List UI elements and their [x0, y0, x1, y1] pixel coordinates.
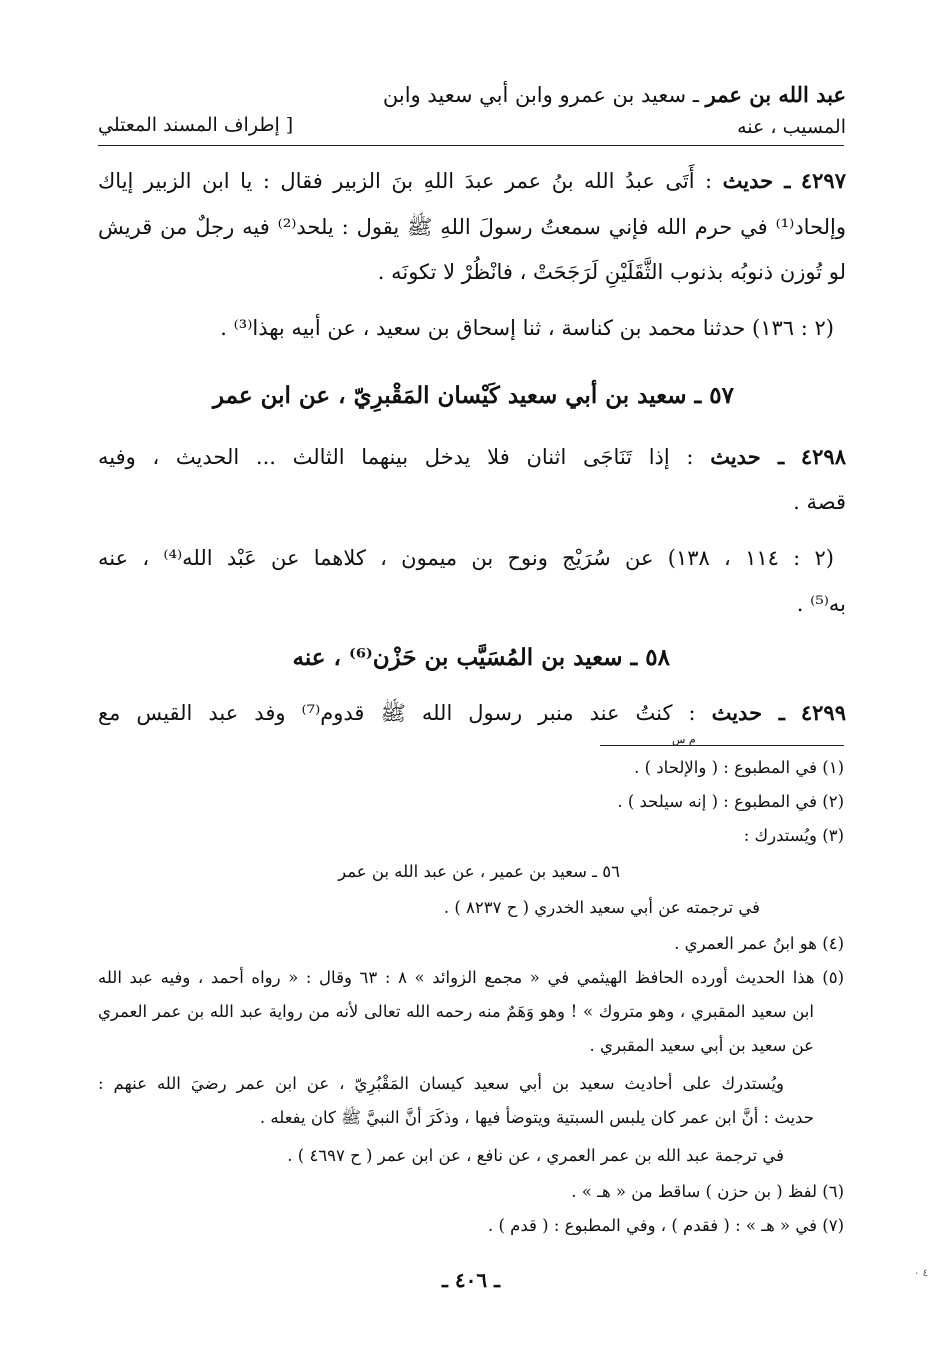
section-title: ـ سعيد بن المُسَيَّب بن حَزْن⁽⁶⁾ ، عنه [292, 644, 638, 671]
hadith-text: : إذا تَنَاجَى اثنان فلا يدخل بينهما الثالث ... الحديث ، وفيه [98, 445, 694, 469]
hadith-4299-line1 [98, 700, 846, 731]
manuscript-mark: م س [672, 733, 696, 746]
footnote-5-hadith: حديث : أنَّ ابن عمر كان يلبس السبتية ويتوضأ فيها ، وذكَرَ أنَّ النبيَّ ﷺ كان يفعله . [259, 1108, 814, 1127]
hadith-4298-line2: قصة . [793, 490, 846, 514]
hadith-4298-source-line2: به⁽⁵⁾ . [796, 592, 846, 616]
footnote-3: (٣) ويُستدرك : [743, 826, 844, 845]
hadith-number: ٤٢٩٧ [800, 168, 846, 193]
footnote-5-line2: ابن سعيد المقبري ، وهو متروك » ! وهو وَهَمٌ منه رحمه الله تعالى لأنه من رواية عبد الله بن عمر العمري [98, 1002, 814, 1021]
running-title-rest: ـ سعيد بن عمرو وابن أبي سعيد وابن [382, 83, 706, 107]
hadith-4298-source-line1: (٢ : ١١٤ ، ١٣٨) عن سُرَيْج ونوح بن ميمون ، كلاهما عن عَبْد الله⁽⁴⁾ ، عنه [98, 546, 834, 570]
running-title-line2: المسيب ، عنه [737, 116, 846, 138]
footnote-5-ref: في ترجمة عبد الله بن عمر العمري ، عن نافع ، عن ابن عمر ( ح ٤٦٩٧ ) . [287, 1146, 784, 1165]
footnote-1: (١) في المطبوع : ( والإلحاد ) . [634, 758, 844, 777]
footnote-2: (٢) في المطبوع : ( إنه سيلحد ) . [617, 792, 844, 811]
hadith-4297-line2: وإلحاد⁽¹⁾ في حرم الله فإني سمعتُ رسولَ اللهِ ﷺ يقول : يلحد⁽²⁾ فيه رجلٌ من قريش [98, 215, 846, 239]
page-number: ـ ٤٠٦ ـ [442, 1268, 500, 1292]
hadith-text: : أَتَى عبدُ الله بنُ عمر عبدَ اللهِ بنَ الزبير فقال : يا ابن الزبير إياك [98, 169, 713, 193]
hadith-4297-source: (٢ : ١٣٦) حدثنا محمد بن كناسة ، ثنا إسحاق بن سعيد ، عن أبيه بهذا⁽³⁾ . [220, 316, 834, 340]
footnote-5-addendum: ويُستدرك على أحاديث سعيد بن أبي سعيد كيسان المَقْبُرِيّ ، عن ابن عمر رضيَ الله عنهم : [98, 1074, 784, 1093]
section-title: ـ سعيد بن أبي سعيد كَيْسان المَقْبرِيّ ، عن ابن عمر [212, 382, 702, 409]
footnote-5-line1: (٥) هذا الحديث أورده الحافظ الهيثمي في « مجمع الزوائد » ٨ : ٦٣ وقال : « رواه أحمد ، وفيه عبد الله [98, 968, 844, 987]
header-rule [98, 145, 844, 146]
edge-mark: ٤ ٠ [914, 1268, 928, 1279]
running-title [383, 82, 846, 107]
section-58-heading [293, 644, 670, 671]
footnote-5-line3: عن سعيد بن أبي سعيد المقبري . [589, 1036, 814, 1055]
hadith-4298-line1 [98, 444, 846, 469]
hadith-label: ـ حديث [711, 700, 785, 725]
hadith-label: ـ حديث [710, 444, 785, 469]
section-57-heading [213, 382, 734, 409]
footnote-6: (٦) لفظ ( بن حزن ) ساقط من « هـ » . [571, 1182, 844, 1201]
section-number: ٥٧ [709, 382, 734, 409]
running-head: [ إطراف المسند المعتلي [98, 114, 294, 136]
hadith-text: : كنتُ عند منبر رسول الله ﷺ قدوم⁽⁷⁾ وفد عبد القيس مع [98, 701, 696, 725]
footnote-7: (٧) في « هـ » : ( فقدم ) ، وفي المطبوع : ( قدم ) . [488, 1216, 844, 1235]
hadith-number: ٤٢٩٨ [800, 444, 846, 469]
footnote-rule [600, 745, 844, 746]
hadith-4297-line3: لو تُوزن ذنوبُه بذنوب الثَّقَلَيْنِ لَرَجَحَتْ ، فانْظُرْ لا تكونَه . [377, 260, 846, 284]
section-number: ٥٨ [645, 644, 670, 671]
hadith-label: ـ حديث [722, 168, 791, 193]
running-title-bold: عبد الله بن عمر [705, 82, 846, 107]
hadith-number: ٤٢٩٩ [800, 700, 846, 725]
footnote-4: (٤) هو ابنُ عمر العمري . [674, 934, 844, 953]
footnote-3-entry: ٥٦ ـ سعيد بن عمير ، عن عبد الله بن عمر [338, 862, 620, 881]
hadith-4297-line1 [98, 168, 846, 193]
footnote-3-ref: في ترجمته عن أبي سعيد الخدري ( ح ٨٢٣٧ ) . [443, 898, 760, 917]
